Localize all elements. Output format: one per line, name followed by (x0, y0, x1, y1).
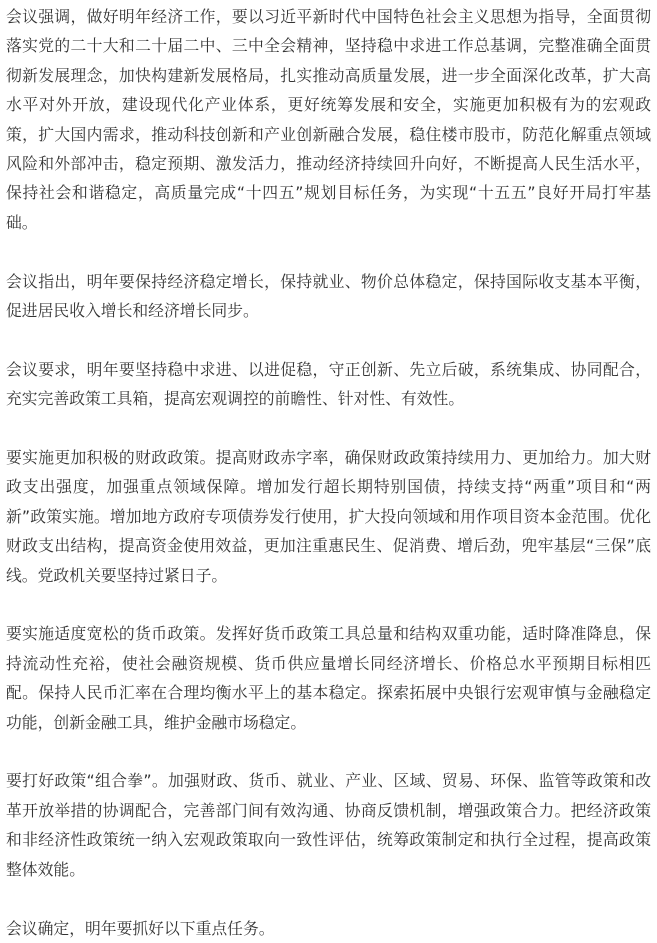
paragraph-monetary-policy: 要实施适度宽松的货币政策。发挥好货币政策工具总量和结构双重功能，适时降准降息，保持流动性充裕，使社会融资规模、货币供应量增长同经济增长、价格总水平预期目标相匹配。保持人民币汇率在合理均衡水平上的基本稳定。探索拓展中央银行宏观审慎与金融稳定功能，创新金融工具，维护金融市场稳定。 (6, 624, 651, 732)
paragraph-policy-combination: 要打好政策“组合拳”。加强财政、货币、就业、产业、区域、贸易、环保、监管等政策和改革开放举措的协调配合，完善部门间有效沟通、协商反馈机制，增强政策合力。把经济政策和非经济性政策统一纳入宏观政策取向一致性评估，统筹政策制定和执行全过程，提高政策整体效能。 (6, 771, 651, 879)
paragraph-fiscal-policy: 要实施更加积极的财政政策。提高财政赤字率，确保财政政策持续用力、更加给力。加大财政支出强度，加强重点领域保障。增加发行超长期特别国债，持续支持“两重”项目和“两新”政策实施。增加地方政府专项债券发行使用，扩大投向领域和用作项目资本金范围。优化财政支出结构，提高资金使用效益，更加注重惠民生、促消费、增后劲，兜牢基层“三保”底线。党政机关要坚持过紧日子。 (6, 448, 651, 585)
paragraph-overall-requirements: 会议强调，做好明年经济工作，要以习近平新时代中国特色社会主义思想为指导，全面贯彻落实党的二十大和二十届二中、三中全会精神，坚持稳中求进工作总基调，完整准确全面贯彻新发展理念，加快构建新发展格局，扎实推动高质量发展，进一步全面深化改革，扩大高水平对外开放，建设现代化产业体系，更好统筹发展和安全，实施更加积极有为的宏观政策，扩大国内需求，推动科技创新和产业创新融合发展，稳住楼市股市，防范化解重点领域风险和外部冲击，稳定预期、激发活力，推动经济持续回升向好，不断提高人民生活水平，保持社会和谐稳定，高质量完成“十四五”规划目标任务，为实现“十五五”良好开局打牢基础。 (6, 7, 651, 232)
paragraph-growth-targets: 会议指出，明年要保持经济稳定增长，保持就业、物价总体稳定，保持国际收支基本平衡，促进居民收入增长和经济增长同步。 (6, 271, 651, 321)
paragraph-policy-principles: 会议要求，明年要坚持稳中求进、以进促稳，守正创新、先立后破，系统集成、协同配合，充实完善政策工具箱，提高宏观调控的前瞻性、针对性、有效性。 (6, 359, 651, 409)
paragraph-key-tasks-intro: 会议确定，明年要抓好以下重点任务。 (6, 918, 275, 938)
